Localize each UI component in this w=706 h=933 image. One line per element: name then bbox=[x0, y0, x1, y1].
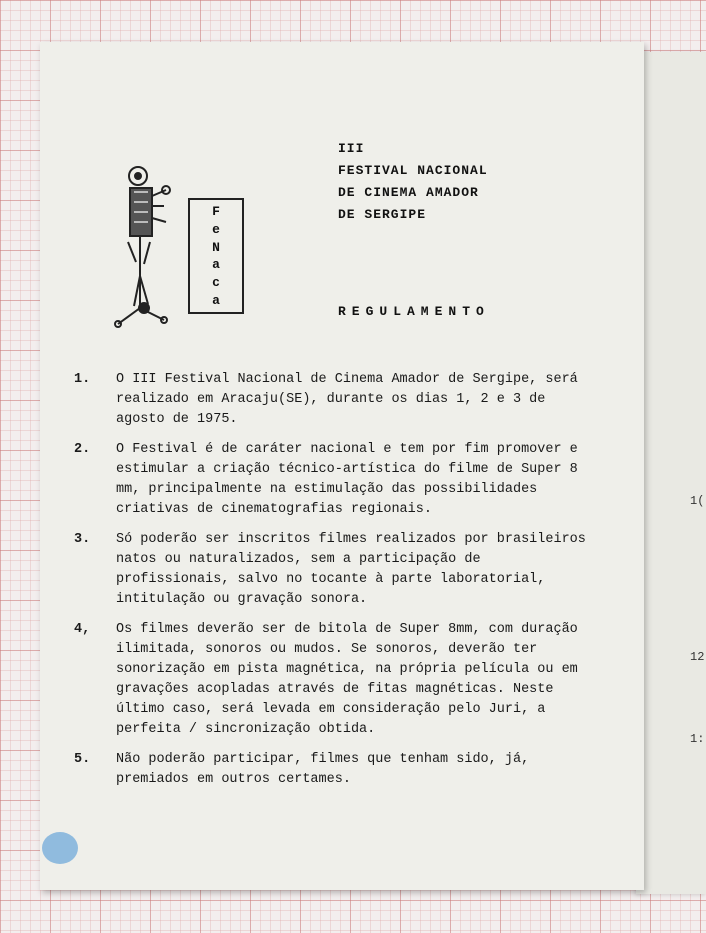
document-page bbox=[40, 42, 644, 890]
rule-item bbox=[74, 620, 594, 740]
header-line-1: FESTIVAL NACIONAL bbox=[338, 163, 488, 178]
rule-item bbox=[74, 370, 594, 430]
logo-letter: F bbox=[212, 204, 220, 220]
festival-header bbox=[338, 138, 488, 226]
rule-text: O Festival é de caráter nacional e tem por fim promover e estimular a criação técnico-artística do filme de Super 8 mm, principalmente na estimulação das possibilidades criativas de cinematografias regionais. bbox=[116, 442, 578, 517]
rule-text: Não poderão participar, filmes que tenham sido, já, premiados em outros certames. bbox=[116, 752, 530, 787]
rule-number: 4, bbox=[74, 622, 91, 637]
rule-item bbox=[74, 440, 594, 520]
edition-number: III bbox=[338, 141, 365, 156]
rule-number: 1. bbox=[74, 372, 91, 387]
logo-letter: e bbox=[212, 221, 220, 237]
fenaca-logo bbox=[188, 198, 244, 314]
rules-list bbox=[74, 370, 594, 800]
rule-item bbox=[74, 750, 594, 790]
rule-number: 5. bbox=[74, 752, 91, 767]
rule-text: Os filmes deverão ser de bitola de Super 8mm, com duração ilimitada, sonoros ou mudos. Se sonoros, deverão ter sonorização em pista magnética, na própria película ou em gravações acopladas através de fitas magnéticas. Neste último caso, será levada em consideração pelo Juri, a perfeita / sincronização obtida. bbox=[116, 622, 578, 737]
logo-letter: c bbox=[212, 274, 220, 290]
next-page-edge bbox=[636, 52, 706, 894]
header-line-2: DE CINEMA AMADOR bbox=[338, 185, 479, 200]
rule-text: Só poderão ser inscritos filmes realizados por brasileiros natos ou naturalizados, sem a participação de profissionais, salvo no tocante à parte laboratorial, intitulação ou gravação sonora. bbox=[116, 532, 586, 607]
blue-ink-stain bbox=[42, 832, 78, 864]
next-page-mark: 12 bbox=[690, 650, 705, 664]
rule-text: O III Festival Nacional de Cinema Amador de Sergipe, será realizado em Aracaju(SE), durante os dias 1, 2 e 3 de agosto de 1975. bbox=[116, 372, 578, 427]
logo-letter: a bbox=[212, 292, 220, 308]
rule-number: 3. bbox=[74, 532, 91, 547]
next-page-mark: 1: bbox=[690, 732, 705, 746]
rule-number: 2. bbox=[74, 442, 91, 457]
header-line-3: DE SERGIPE bbox=[338, 207, 427, 222]
film-projector-icon bbox=[110, 162, 184, 332]
regulamento-title: REGULAMENTO bbox=[338, 304, 490, 319]
logo-letter: a bbox=[212, 257, 220, 273]
logo-letter: N bbox=[212, 239, 220, 255]
next-page-mark: 1( bbox=[690, 494, 705, 508]
rule-item bbox=[74, 530, 594, 610]
